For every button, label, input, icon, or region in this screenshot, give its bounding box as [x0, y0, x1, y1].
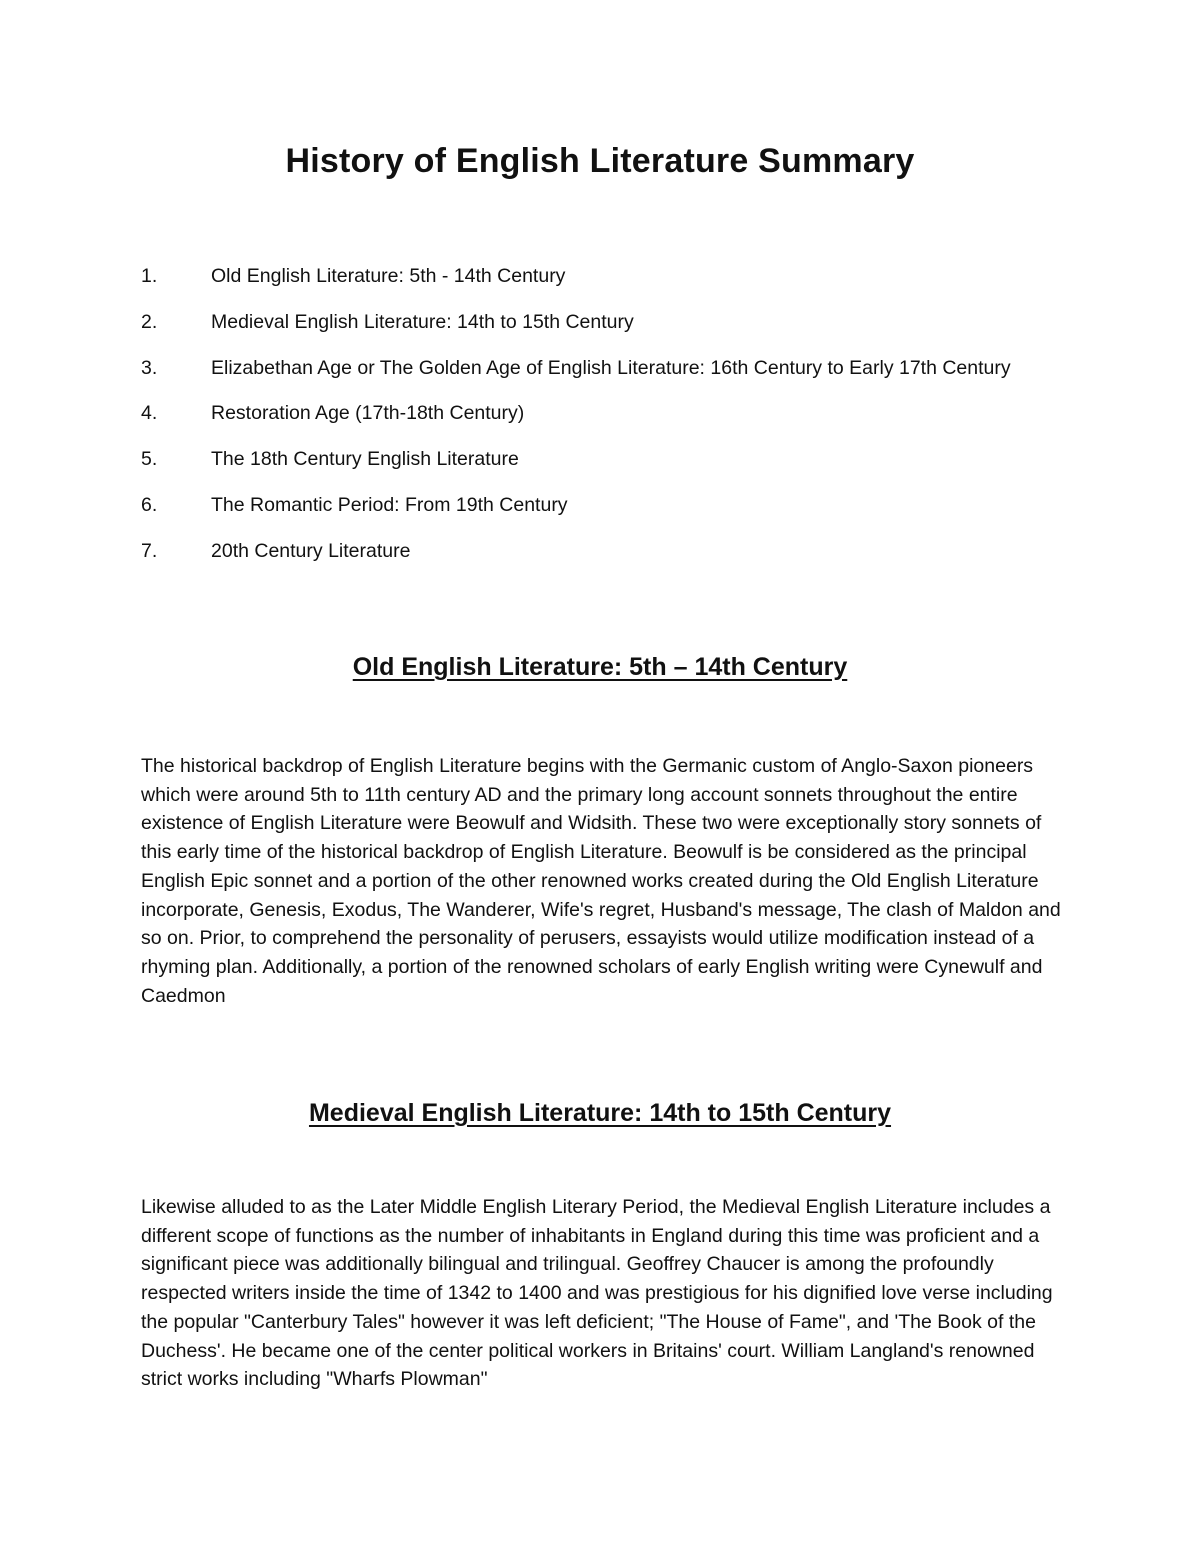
toc-item-number: 7.: [141, 540, 158, 562]
toc-item: [141, 354, 1041, 382]
section-body-medieval-english: Likewise alluded to as the Later Middle English Literary Period, the Medieval English Literature includes a different scope of functions as the number of inhabitants in England during this time was proficient and a significant piece was additionally bilingual and trilingual. Geoffrey Chaucer is among the profoundly respected writers inside the time of 1342 to 1400 and was prestigious for his dignified love verse including the popular "Canterbury Tales" however it was left deficient; "The House of Fame", and 'The Book of the Duchess'. He became one of the center political workers in Britains' court. William Langland's renowned strict works including "Wharfs Plowman": [141, 1196, 1053, 1391]
section-body-old-english: The historical backdrop of English Literature begins with the Germanic custom of Anglo-Saxon pioneers which were around 5th to 11th century AD and the primary long account sonnets throughout the entire existence of English Literature were Beowulf and Widsith. These two were exceptionally story sonnets of this early time of the historical backdrop of English Literature. Beowulf is be considered as the principal English Epic sonnet and a portion of the other renowned works created during the Old English Literature incorporate, Genesis, Exodus, The Wanderer, Wife's regret, Husband's message, The clash of Maldon and so on. Prior, to comprehend the personality of perusers, essayists would utilize modification instead of a rhyming plan. Additionally, a portion of the renowned scholars of early English writing were Cynewulf and Caedmon: [141, 755, 1061, 1007]
toc-item: [141, 537, 1041, 565]
toc-item: [141, 262, 1041, 290]
toc-item-text: The Romantic Period: From 19th Century: [211, 494, 568, 516]
toc-item: [141, 491, 1041, 519]
toc-item-text: Medieval English Literature: 14th to 15th Century: [211, 311, 634, 333]
toc-item-text: Elizabethan Age or The Golden Age of English Literature: 16th Century to Early 17th Century: [211, 357, 1011, 379]
toc-item-text: Restoration Age (17th-18th Century): [211, 402, 525, 424]
section-heading-old-english: Old English Literature: 5th – 14th Century: [352, 653, 848, 681]
toc-item: [141, 308, 1041, 336]
table-of-contents: [141, 262, 1041, 583]
section-heading-medieval-english: Medieval English Literature: 14th to 15th Century: [308, 1099, 892, 1127]
toc-item-text: The 18th Century English Literature: [211, 448, 519, 470]
toc-item-number: 4.: [141, 402, 158, 424]
document-title: History of English Literature Summary: [285, 142, 915, 180]
toc-item: [141, 445, 1041, 473]
toc-item-text: 20th Century Literature: [211, 540, 411, 562]
toc-item-number: 6.: [141, 494, 158, 516]
toc-item: [141, 399, 1041, 427]
toc-item-number: 1.: [141, 265, 158, 287]
toc-item-number: 2.: [141, 311, 158, 333]
toc-item-number: 5.: [141, 448, 158, 470]
toc-item-number: 3.: [141, 357, 158, 379]
toc-item-text: Old English Literature: 5th - 14th Century: [211, 265, 566, 287]
